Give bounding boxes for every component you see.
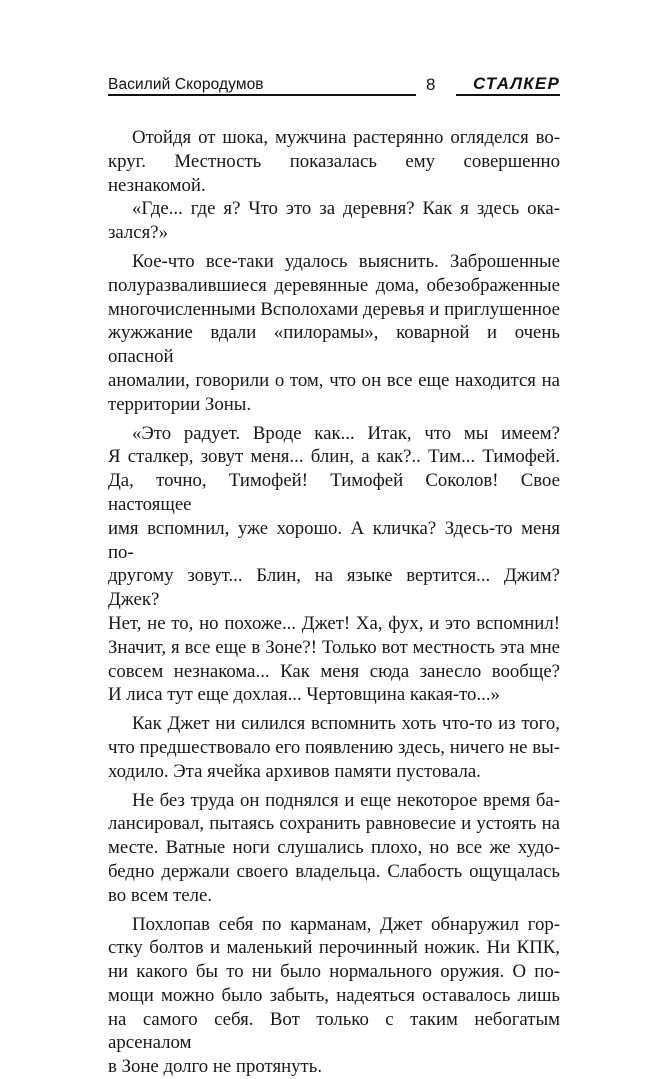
paragraph	[108, 913, 560, 1079]
text-line: Отойдя от шока, мужчина растерянно огляделся во-	[108, 126, 560, 150]
header-series-title: СТАЛКЕР	[473, 74, 560, 94]
text-line: Как Джет ни силился вспомнить хоть что-то из того,	[108, 712, 560, 736]
text-line: Не без труда он поднялся и еще некоторое время ба-	[108, 789, 560, 813]
header-rule-right	[456, 94, 560, 96]
paragraph	[108, 712, 560, 783]
text-line: Да, точно, Тимофей! Тимофей Соколов! Свое настоящее	[108, 469, 560, 517]
text-line: лансировал, пытаясь сохранить равновесие и устоять на	[108, 812, 560, 836]
text-line: территории Зоны.	[108, 393, 560, 417]
text-line: жужжание вдали «пилорамы», коварной и очень опасной	[108, 321, 560, 369]
text-line: ни какого бы то ни было нормального оружия. О по-	[108, 960, 560, 984]
text-line: Похлопав себя по карманам, Джет обнаружил гор-	[108, 913, 560, 937]
paragraph	[108, 197, 560, 245]
text-line: во всем теле.	[108, 884, 560, 908]
text-line: зался?»	[108, 221, 560, 245]
text-line: бедно держали своего владельца. Слабость ощущалась	[108, 860, 560, 884]
text-line: полуразвалившиеся деревянные дома, обезображенные	[108, 274, 560, 298]
body-text	[108, 126, 560, 1079]
paragraph	[108, 126, 560, 197]
text-line: на самого себя. Вот только с таким небогатым арсеналом	[108, 1008, 560, 1056]
text-line: что предшествовало его появлению здесь, ничего не вы-	[108, 736, 560, 760]
text-line: «Это радует. Вроде как... Итак, что мы имеем?	[108, 422, 560, 446]
text-line: «Где... где я? Что это за деревня? Как я здесь ока-	[108, 197, 560, 221]
text-line: другому зовут... Блин, на языке вертится... Джим? Джек?	[108, 564, 560, 612]
text-line: И лиса тут еще дохлая... Чертовщина какая-то...»	[108, 683, 560, 707]
text-line: месте. Ватные ноги слушались плохо, но все же худо-	[108, 836, 560, 860]
page-number: 8	[426, 75, 435, 95]
text-line: в Зоне долго не протянуть.	[108, 1055, 560, 1079]
text-line: аномалии, говорили о том, что он все еще находится на	[108, 369, 560, 393]
text-line: Нет, не то, но похоже... Джет! Ха, фух, и это вспомнил!	[108, 612, 560, 636]
paragraph	[108, 422, 560, 708]
text-line: круг. Местность показалась ему совершенно незнакомой.	[108, 150, 560, 198]
text-line: стку болтов и маленький перочинный ножик. Ни КПК,	[108, 936, 560, 960]
header-author: Василий Скородумов	[108, 76, 264, 94]
text-line: ходило. Эта ячейка архивов памяти пустовала.	[108, 760, 560, 784]
text-line: многочисленными Всполохами деревья и приглушенное	[108, 298, 560, 322]
text-line: Кое-что все-таки удалось выяснить. Заброшенные	[108, 250, 560, 274]
text-line: совсем незнакома... Как меня сюда занесло вообще?	[108, 660, 560, 684]
paragraph	[108, 789, 560, 908]
text-line: Значит, я все еще в Зоне?! Только вот местность эта мне	[108, 636, 560, 660]
text-line: мощи можно было забыть, надеяться оставалось лишь	[108, 984, 560, 1008]
text-line: имя вспомнил, уже хорошо. А кличка? Здесь-то меня по-	[108, 517, 560, 565]
text-line: Я сталкер, зовут меня... блин, а как?.. Тим... Тимофей.	[108, 445, 560, 469]
paragraph	[108, 250, 560, 417]
header-rule-left	[108, 94, 416, 96]
